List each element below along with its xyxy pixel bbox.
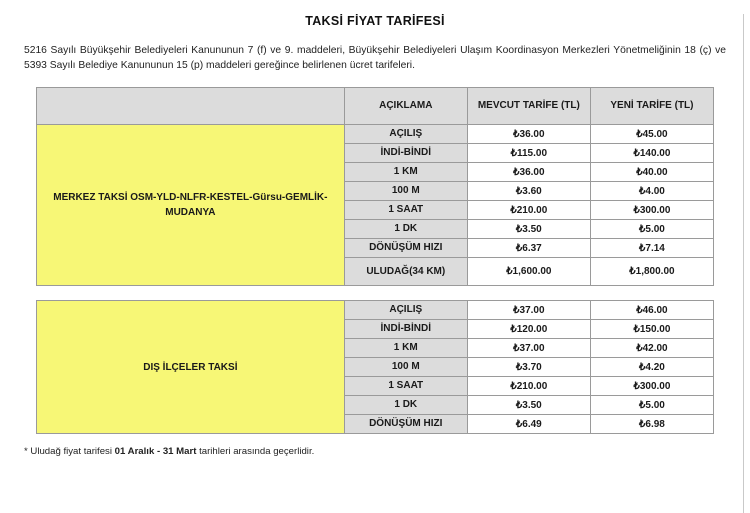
table-row xyxy=(37,125,714,144)
row-current-value: ₺37.00 xyxy=(467,339,590,358)
header-group-blank xyxy=(37,88,345,125)
row-description: DÖNÜŞÜM HIZI xyxy=(344,239,467,258)
row-current-value: ₺6.49 xyxy=(467,415,590,434)
row-description: 100 M xyxy=(344,182,467,201)
row-description: 1 SAAT xyxy=(344,201,467,220)
intro-paragraph: 5216 Sayılı Büyükşehir Belediyeleri Kanununun 7 (f) ve 9. maddeleri, Büyükşehir Belediyeleri Ulaşım Koordinasyon Merkezleri Yönetmeliğinin 18 (ç) ve 5393 Sayılı Belediye Kanununun 15 (p) maddeleri gereğince belirlenen ücret tarifeleri. xyxy=(24,45,726,71)
row-description: ULUDAĞ(34 KM) xyxy=(344,258,467,286)
footnote xyxy=(24,446,726,457)
row-current-value: ₺36.00 xyxy=(467,163,590,182)
row-current-value: ₺37.00 xyxy=(467,301,590,320)
tariff-tables xyxy=(36,87,714,434)
row-new-value: ₺140.00 xyxy=(590,144,713,163)
footnote-suffix: tarihleri arasında geçerlidir. xyxy=(196,446,315,458)
row-description: 1 DK xyxy=(344,396,467,415)
table-row xyxy=(37,301,714,320)
table-header-row xyxy=(37,88,714,125)
row-new-value: ₺45.00 xyxy=(590,125,713,144)
row-new-value: ₺4.00 xyxy=(590,182,713,201)
row-current-value: ₺3.50 xyxy=(467,220,590,239)
row-new-value: ₺46.00 xyxy=(590,301,713,320)
row-current-value: ₺3.60 xyxy=(467,182,590,201)
footnote-dates: 01 Aralık - 31 Mart xyxy=(114,446,197,458)
row-description: AÇILIŞ xyxy=(344,125,467,144)
row-new-value: ₺5.00 xyxy=(590,220,713,239)
row-new-value: ₺5.00 xyxy=(590,396,713,415)
row-description: DÖNÜŞÜM HIZI xyxy=(344,415,467,434)
row-new-value: ₺300.00 xyxy=(590,377,713,396)
row-current-value: ₺36.00 xyxy=(467,125,590,144)
tariff-table-dis-ilceler xyxy=(36,300,714,434)
row-current-value: ₺3.70 xyxy=(467,358,590,377)
row-current-value: ₺210.00 xyxy=(467,201,590,220)
row-new-value: ₺7.14 xyxy=(590,239,713,258)
row-description: AÇILIŞ xyxy=(344,301,467,320)
page-title: TAKSİ FİYAT TARİFESİ xyxy=(305,14,445,28)
page-edge-rule xyxy=(743,14,744,513)
row-description: İNDİ-BİNDİ xyxy=(344,144,467,163)
row-description: 1 KM xyxy=(344,163,467,182)
row-current-value: ₺115.00 xyxy=(467,144,590,163)
group-label-merkez: MERKEZ TAKSİ OSM-YLD-NLFR-KESTEL-Gürsu-GEMLİK-MUDANYA xyxy=(37,125,345,286)
row-new-value: ₺6.98 xyxy=(590,415,713,434)
row-current-value: ₺210.00 xyxy=(467,377,590,396)
group-label-dis-ilceler: DIŞ İLÇELER TAKSİ xyxy=(37,301,345,434)
header-current-tariff: MEVCUT TARİFE (TL) xyxy=(467,88,590,125)
row-current-value: ₺120.00 xyxy=(467,320,590,339)
row-new-value: ₺300.00 xyxy=(590,201,713,220)
header-description: AÇIKLAMA xyxy=(344,88,467,125)
row-current-value: ₺6.37 xyxy=(467,239,590,258)
row-description: 100 M xyxy=(344,358,467,377)
row-new-value: ₺40.00 xyxy=(590,163,713,182)
footnote-prefix: * Uludağ fiyat tarifesi xyxy=(24,446,115,458)
row-description: 1 KM xyxy=(344,339,467,358)
tariff-table-merkez xyxy=(36,87,714,286)
row-description: 1 DK xyxy=(344,220,467,239)
row-new-value: ₺4.20 xyxy=(590,358,713,377)
row-new-value: ₺1,800.00 xyxy=(590,258,713,286)
row-current-value: ₺3.50 xyxy=(467,396,590,415)
row-current-value: ₺1,600.00 xyxy=(467,258,590,286)
document-page xyxy=(0,14,750,513)
row-description: 1 SAAT xyxy=(344,377,467,396)
row-new-value: ₺150.00 xyxy=(590,320,713,339)
row-description: İNDİ-BİNDİ xyxy=(344,320,467,339)
header-new-tariff: YENİ TARİFE (TL) xyxy=(590,88,713,125)
row-new-value: ₺42.00 xyxy=(590,339,713,358)
